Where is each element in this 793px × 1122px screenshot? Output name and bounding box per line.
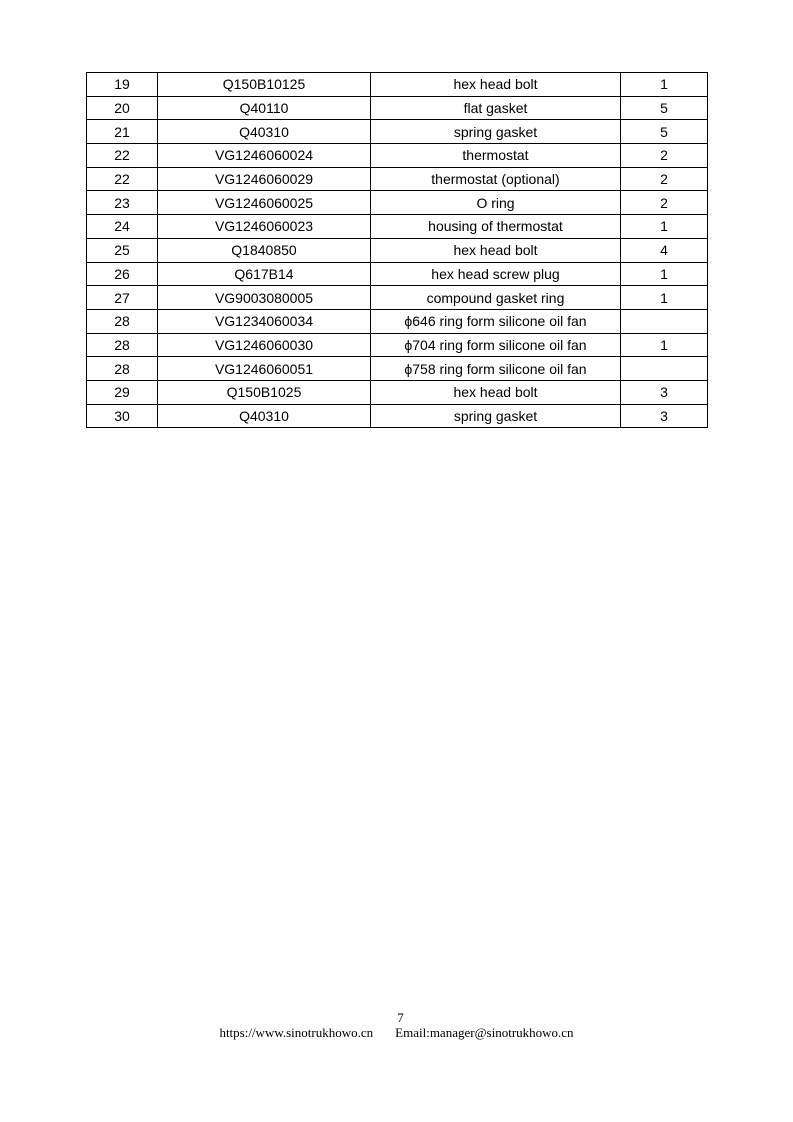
item-number: 21 <box>87 120 158 144</box>
part-name: thermostat (optional) <box>371 167 621 191</box>
quantity <box>621 309 708 333</box>
email-link[interactable]: Email:manager@sinotrukhowo.cn <box>395 1025 574 1040</box>
part-code: Q40110 <box>158 96 371 120</box>
part-name: hex head bolt <box>371 73 621 97</box>
part-code: Q617B14 <box>158 262 371 286</box>
quantity: 5 <box>621 96 708 120</box>
part-name: O ring <box>371 191 621 215</box>
table-row <box>87 333 708 357</box>
table-row <box>87 73 708 97</box>
quantity: 1 <box>621 262 708 286</box>
table-row <box>87 262 708 286</box>
part-code: VG9003080005 <box>158 286 371 310</box>
quantity <box>621 357 708 381</box>
item-number: 23 <box>87 191 158 215</box>
table-row <box>87 286 708 310</box>
item-number: 29 <box>87 380 158 404</box>
table-row <box>87 144 708 168</box>
part-name: compound gasket ring <box>371 286 621 310</box>
quantity: 3 <box>621 404 708 428</box>
parts-table <box>86 72 708 428</box>
item-number: 28 <box>87 357 158 381</box>
item-number: 19 <box>87 73 158 97</box>
quantity: 1 <box>621 333 708 357</box>
part-code: VG1246060030 <box>158 333 371 357</box>
page-number: 7 <box>397 1010 404 1025</box>
item-number: 25 <box>87 238 158 262</box>
table-row <box>87 191 708 215</box>
part-code: VG1246060029 <box>158 167 371 191</box>
part-code: Q40310 <box>158 120 371 144</box>
quantity: 1 <box>621 286 708 310</box>
quantity: 1 <box>621 73 708 97</box>
quantity: 2 <box>621 144 708 168</box>
part-name: spring gasket <box>371 120 621 144</box>
item-number: 24 <box>87 215 158 239</box>
part-code: VG1246060024 <box>158 144 371 168</box>
table-row <box>87 120 708 144</box>
part-code: VG1246060023 <box>158 215 371 239</box>
quantity: 5 <box>621 120 708 144</box>
table-row <box>87 238 708 262</box>
part-code: Q1840850 <box>158 238 371 262</box>
part-code: Q150B1025 <box>158 380 371 404</box>
quantity: 3 <box>621 380 708 404</box>
item-number: 22 <box>87 144 158 168</box>
part-code: Q40310 <box>158 404 371 428</box>
part-code: VG1234060034 <box>158 309 371 333</box>
quantity: 1 <box>621 215 708 239</box>
table-row <box>87 380 708 404</box>
quantity: 2 <box>621 191 708 215</box>
part-name: hex head bolt <box>371 380 621 404</box>
item-number: 28 <box>87 309 158 333</box>
part-name: ϕ758 ring form silicone oil fan <box>371 357 621 381</box>
part-name: flat gasket <box>371 96 621 120</box>
part-code: VG1246060051 <box>158 357 371 381</box>
quantity: 4 <box>621 238 708 262</box>
part-name: spring gasket <box>371 404 621 428</box>
footer-contact <box>0 1025 793 1041</box>
part-code: VG1246060025 <box>158 191 371 215</box>
quantity: 2 <box>621 167 708 191</box>
table-row <box>87 96 708 120</box>
part-name: ϕ646 ring form silicone oil fan <box>371 309 621 333</box>
item-number: 20 <box>87 96 158 120</box>
part-name: housing of thermostat <box>371 215 621 239</box>
table-row <box>87 357 708 381</box>
part-name: ϕ704 ring form silicone oil fan <box>371 333 621 357</box>
item-number: 28 <box>87 333 158 357</box>
part-name: thermostat <box>371 144 621 168</box>
item-number: 26 <box>87 262 158 286</box>
table-row <box>87 404 708 428</box>
item-number: 22 <box>87 167 158 191</box>
table-row <box>87 167 708 191</box>
part-code: Q150B10125 <box>158 73 371 97</box>
part-name: hex head screw plug <box>371 262 621 286</box>
website-link[interactable]: https://www.sinotrukhowo.cn <box>219 1025 374 1040</box>
item-number: 30 <box>87 404 158 428</box>
table-row <box>87 215 708 239</box>
table-row <box>87 309 708 333</box>
part-name: hex head bolt <box>371 238 621 262</box>
item-number: 27 <box>87 286 158 310</box>
